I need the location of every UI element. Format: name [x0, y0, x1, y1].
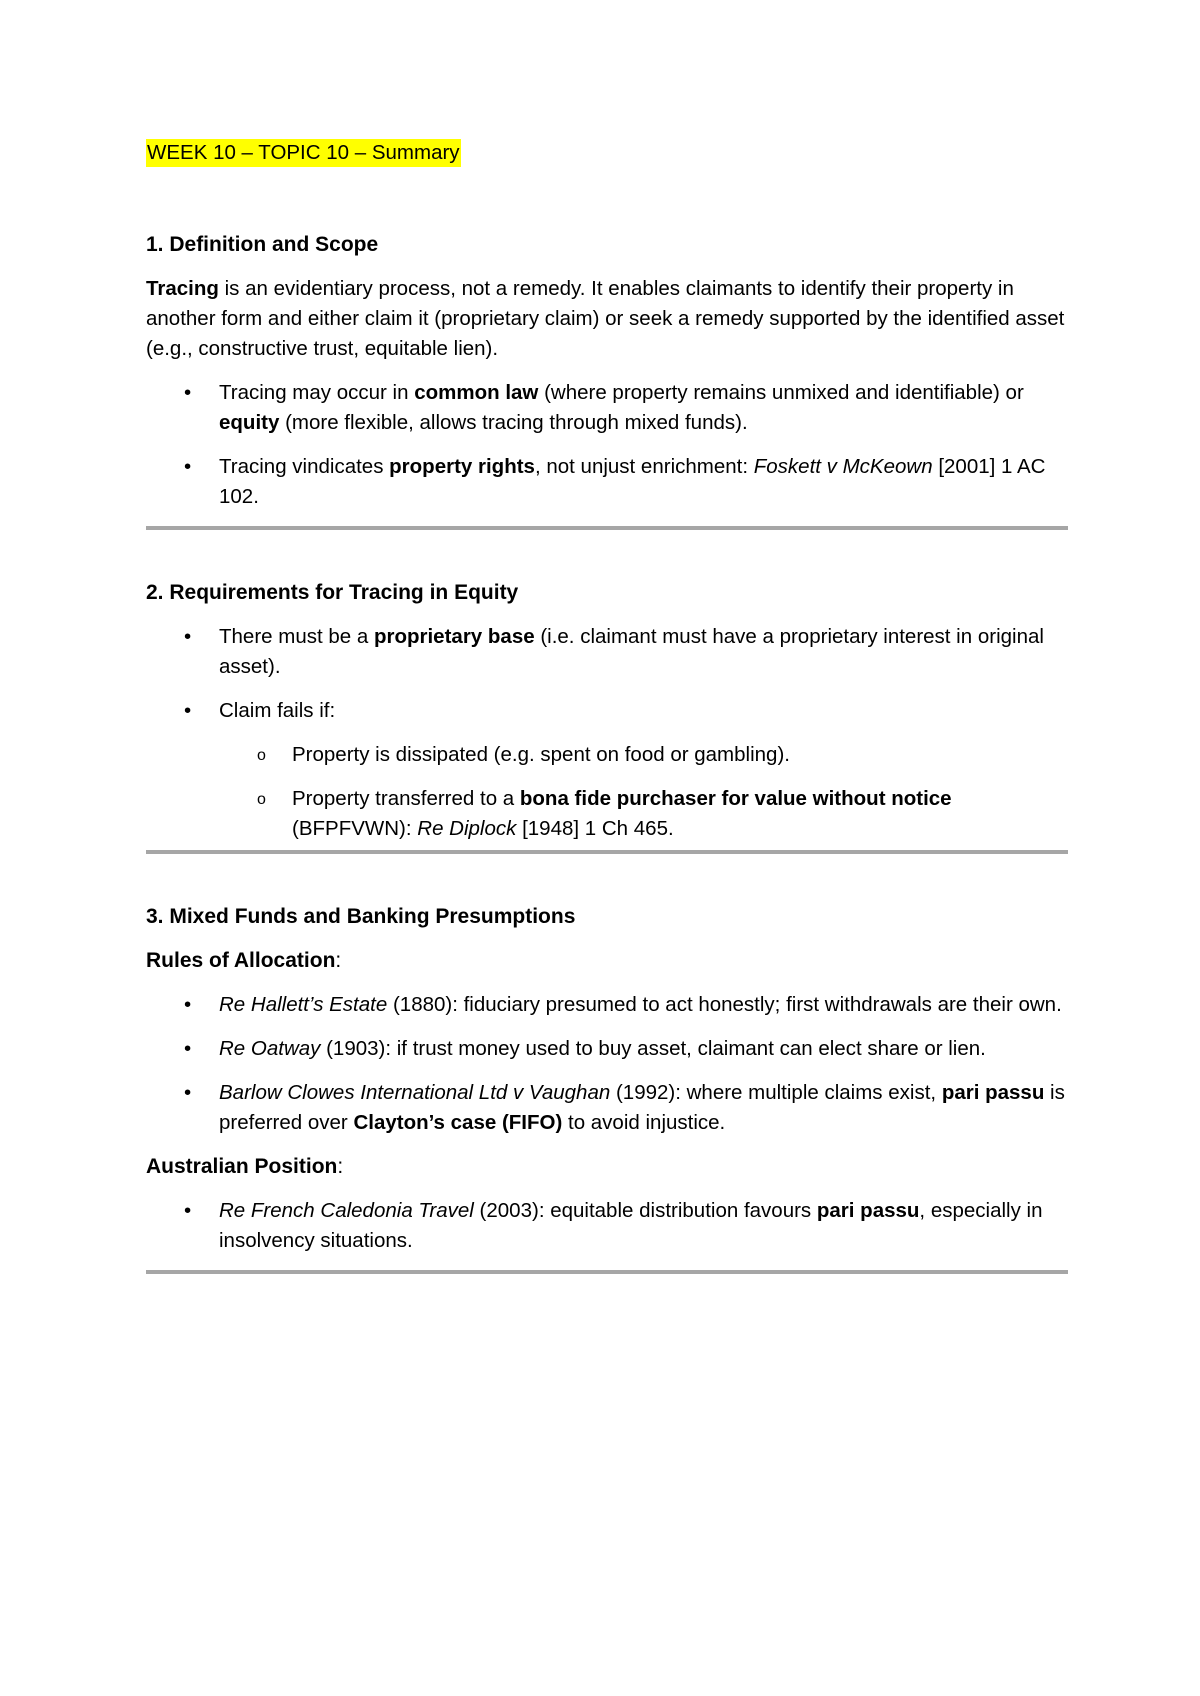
section-divider	[146, 1270, 1068, 1274]
colon: :	[337, 1155, 344, 1178]
text: (1992): where multiple claims exist,	[610, 1081, 942, 1104]
sub-heading-text: Australian Position	[146, 1155, 338, 1178]
term-bfpfvwn: bona fide purchaser for value without notice	[519, 787, 952, 810]
list-item	[146, 1196, 1066, 1256]
bullet-icon: •	[184, 1199, 192, 1222]
case-name: Re Oatway	[219, 1037, 321, 1060]
text: Claim fails if:	[219, 699, 336, 722]
text: (i.e. claimant must have a proprietary interest in original asset).	[219, 625, 1044, 678]
text: is preferred over	[219, 1081, 1065, 1134]
section-divider	[146, 850, 1068, 854]
term-claytons-case: Clayton’s case (FIFO)	[353, 1111, 563, 1134]
sub-list-item	[219, 784, 1066, 844]
term-proprietary-base: proprietary base	[373, 625, 535, 648]
term-pari-passu: pari passu	[941, 1081, 1045, 1104]
text: (BFPFVWN):	[292, 817, 418, 840]
text: to avoid injustice.	[562, 1111, 726, 1134]
term-equity: equity	[219, 411, 280, 434]
case-name: Re Diplock	[417, 817, 517, 840]
bullet-icon: •	[184, 625, 192, 648]
sub-list	[219, 740, 1066, 844]
text: Property transferred to a	[292, 787, 520, 810]
circle-bullet-icon: o	[257, 791, 266, 808]
case-name: Re French Caledonia Travel	[219, 1199, 474, 1222]
document-page	[146, 138, 1066, 1322]
list-item	[146, 696, 1066, 844]
case-name: Re Hallett’s Estate	[219, 993, 388, 1016]
list-item	[146, 378, 1066, 438]
colon: :	[335, 949, 342, 972]
section-3-heading: 3. Mixed Funds and Banking Presumptions	[146, 905, 576, 928]
bullet-icon: •	[184, 699, 192, 722]
bullet-icon: •	[184, 993, 192, 1016]
section-3-list	[146, 990, 1066, 1138]
term-common-law: common law	[414, 381, 539, 404]
list-item	[146, 990, 1066, 1020]
circle-bullet-icon: o	[257, 747, 266, 764]
text: , especially in insolvency situations.	[219, 1199, 1043, 1252]
sub-heading-text: Rules of Allocation	[146, 949, 336, 972]
text: (where property remains unmixed and identifiable) or	[538, 381, 1024, 404]
list-item	[146, 622, 1066, 682]
section-2-heading: 2. Requirements for Tracing in Equity	[146, 581, 519, 604]
bullet-icon: •	[184, 1081, 192, 1104]
text: Property is dissipated (e.g. spent on food or gambling).	[292, 743, 790, 766]
list-item	[146, 452, 1066, 512]
text: Tracing vindicates	[219, 455, 390, 478]
list-item	[146, 1078, 1066, 1138]
section-1-paragraph	[146, 274, 1066, 364]
text: (1880): fiduciary presumed to act honestly; first withdrawals are their own.	[387, 993, 1062, 1016]
paragraph-text: is an evidentiary process, not a remedy. It enables claimants to identify their property in another form and either claim it (proprietary claim) or seek a remedy supported by the identified asset (e.g., constructive trust, equitable lien).	[146, 277, 1065, 360]
sub-list-item	[219, 740, 1066, 770]
section-divider	[146, 526, 1068, 530]
text: [2001] 1 AC 102.	[219, 455, 1046, 508]
sub-heading-australian	[146, 1152, 1066, 1182]
bullet-icon: •	[184, 381, 192, 404]
section-2-list	[146, 622, 1066, 844]
term-pari-passu: pari passu	[816, 1199, 920, 1222]
sub-heading-rules	[146, 946, 1066, 976]
title-block	[146, 138, 1066, 168]
document-title: WEEK 10 – TOPIC 10 – Summary	[146, 139, 461, 167]
section-1-heading: 1. Definition and Scope	[146, 233, 379, 256]
text: (2003): equitable distribution favours	[473, 1199, 817, 1222]
term-property-rights: property rights	[389, 455, 535, 478]
text: [1948] 1 Ch 465.	[516, 817, 674, 840]
case-name: Barlow Clowes International Ltd v Vaughan	[219, 1081, 611, 1104]
text: (1903): if trust money used to buy asset, claimant can elect share or lien.	[320, 1037, 986, 1060]
text: (more flexible, allows tracing through mixed funds).	[279, 411, 748, 434]
text: There must be a	[219, 625, 374, 648]
text: Tracing may occur in	[219, 381, 415, 404]
section-1-list	[146, 378, 1066, 512]
section-3-australian-list	[146, 1196, 1066, 1256]
bullet-icon: •	[184, 455, 192, 478]
text: , not unjust enrichment:	[534, 455, 754, 478]
list-item	[146, 1034, 1066, 1064]
bullet-icon: •	[184, 1037, 192, 1060]
term-tracing: Tracing	[146, 277, 219, 300]
case-name: Foskett v McKeown	[753, 455, 933, 478]
